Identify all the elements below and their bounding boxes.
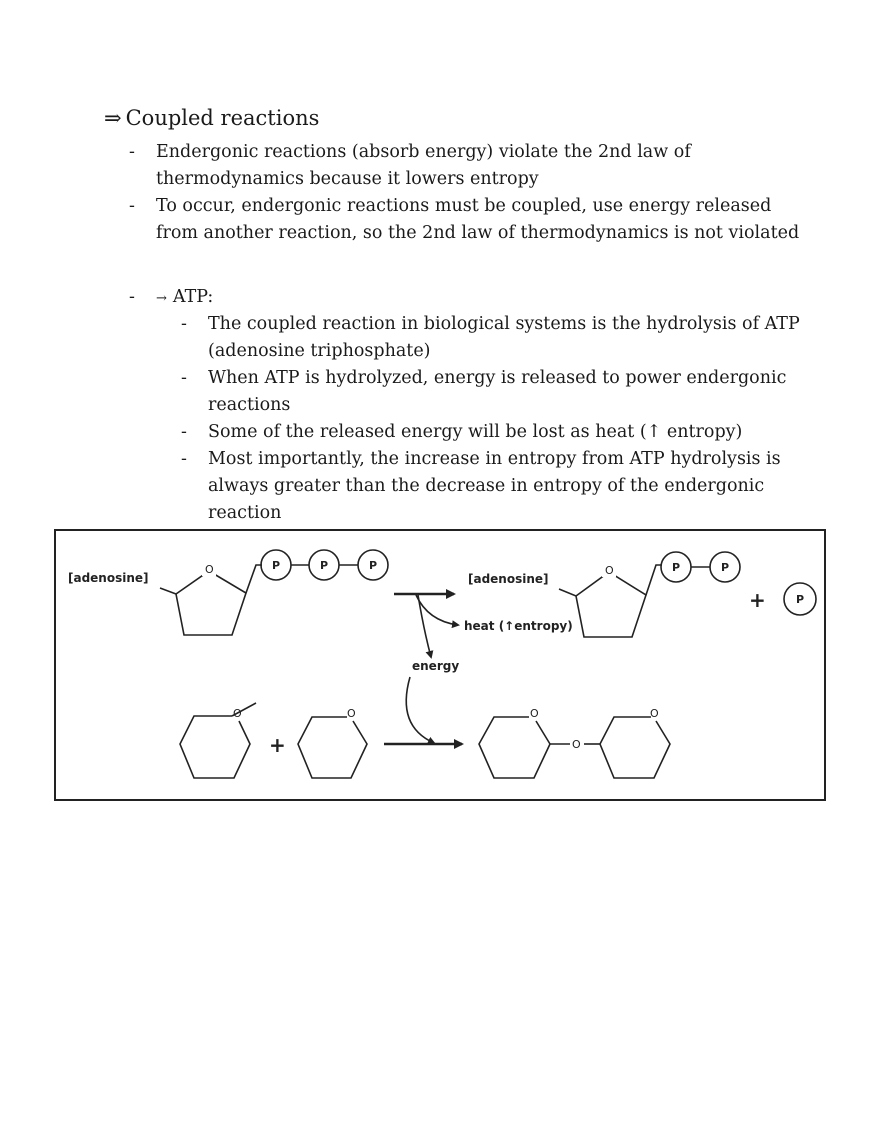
bullet-line: from another reaction, so the 2nd law of thermodynamics is not violated — [156, 223, 800, 243]
atp-coupling-diagram — [54, 529, 826, 801]
phosphate-atp-2: P — [320, 559, 329, 572]
ring-oxygen-monomer-2: O — [347, 707, 356, 720]
phosphate-atp-1: P — [272, 559, 281, 572]
bullet-line: Some of the released energy will be lost as heat (↑ entropy) — [208, 422, 743, 442]
ring-oxygen-atp: O — [205, 563, 214, 576]
adenosine-label-atp: [adenosine] — [68, 571, 149, 585]
bullet-line: thermodynamics because it lowers entropy — [156, 169, 539, 189]
ring-oxygen-disaccharide-1: O — [530, 707, 539, 720]
adenosine-label-adp: [adenosine] — [468, 572, 549, 586]
bullet-atp — [129, 284, 796, 312]
bullet-line: Endergonic reactions (absorb energy) violate the 2nd law of — [156, 142, 691, 162]
ring-oxygen-monomer-1: O — [233, 707, 242, 720]
atp-label: ATP: — [172, 287, 214, 307]
implies-arrow-icon: ⇒ — [104, 106, 122, 130]
bullet-dash: - — [129, 142, 135, 162]
sub-bullet-hydrolysis — [181, 311, 800, 365]
bullet-line: (adenosine triphosphate) — [208, 341, 431, 361]
energy-release-arrow-icon — [418, 595, 431, 657]
bullet-line: reaction — [208, 503, 282, 523]
bullet-line: To occur, endergonic reactions must be coupled, use energy released — [156, 196, 772, 216]
sub-bullet-entropy — [181, 446, 798, 527]
section-title: Coupled reactions — [125, 106, 320, 130]
bullet-line: When ATP is hydrolyzed, energy is released to power endergonic — [208, 368, 787, 388]
bullet-endergonic — [129, 139, 796, 193]
right-arrow-icon: → — [156, 291, 167, 306]
bullet-dash: - — [129, 196, 135, 216]
bullet-coupling — [129, 193, 800, 247]
bullet-line: The coupled reaction in biological systems is the hydrolysis of ATP — [208, 314, 800, 334]
phosphate-adp-1: P — [672, 561, 681, 574]
energy-input-arrow-icon — [406, 677, 434, 743]
bullet-dash: - — [181, 314, 187, 334]
heat-label: heat (↑entropy) — [464, 619, 573, 633]
bullet-line: Most importantly, the increase in entropy from ATP hydrolysis is — [208, 449, 781, 469]
phosphate-atp-3: P — [369, 559, 378, 572]
section-heading — [104, 104, 319, 132]
bullet-line: reactions — [208, 395, 291, 415]
sub-bullet-energy-release — [181, 365, 798, 419]
free-phosphate: P — [796, 593, 805, 606]
monomer-ring-1 — [180, 703, 256, 778]
bullet-dash: - — [181, 368, 187, 388]
plus-sign-products: + — [749, 588, 766, 612]
sub-bullet-heat — [181, 419, 798, 446]
bullet-line: always greater than the decrease in entropy of the endergonic — [208, 476, 765, 496]
glycosidic-oxygen: O — [572, 738, 581, 751]
bullet-dash: - — [181, 449, 187, 469]
ring-oxygen-disaccharide-2: O — [650, 707, 659, 720]
ring-oxygen-adp: O — [605, 564, 614, 577]
energy-label: energy — [412, 659, 460, 673]
diagram-svg — [56, 531, 824, 799]
phosphate-adp-2: P — [721, 561, 730, 574]
plus-sign-reactants: + — [269, 733, 286, 757]
bullet-dash: - — [181, 422, 187, 442]
monomer-ring-2 — [298, 717, 367, 778]
bullet-dash: - — [129, 287, 135, 307]
